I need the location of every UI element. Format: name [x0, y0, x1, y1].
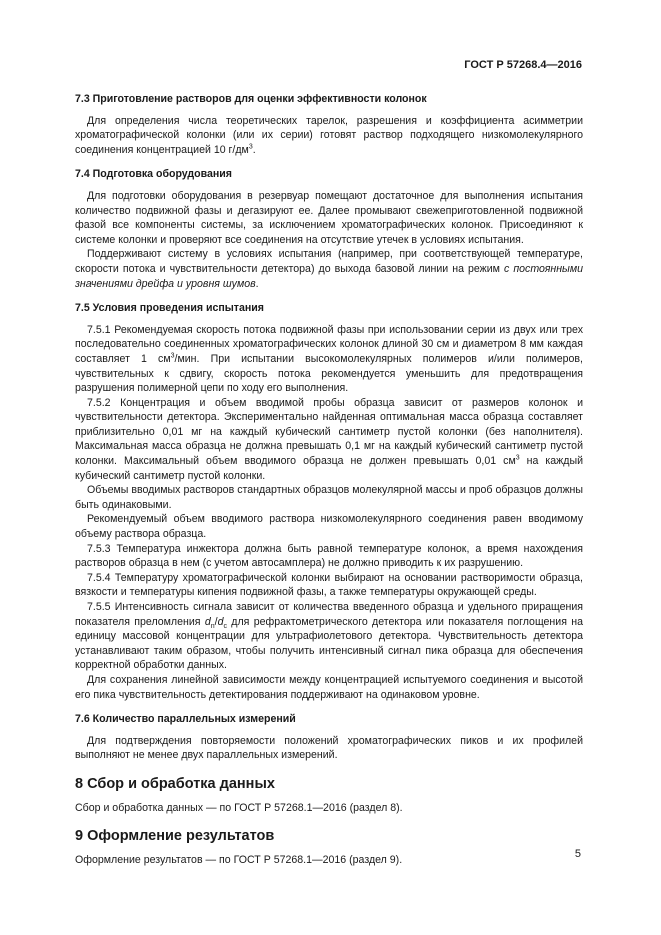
document-body — [75, 92, 583, 867]
page-number: 5 — [574, 848, 581, 860]
section-8 — [75, 777, 583, 815]
clause-7-5-5-linearity: Для сохранения линейной зависимости между концентрацией испытуемого соединения и высотой его пика чувствительность детектирования поддерживают на одинаковом уровне. — [75, 673, 583, 701]
section-7-5 — [75, 301, 583, 702]
section-7-4-paragraph-1: Для подготовки оборудования в резервуар помещают достаточное для выполнения испытания количество подвижной фазы и дегазируют ее. Далее промывают свежеприготовленной подвижной фазой все компоненты системы, за исключением хроматографических колонок. Присоединяют к системе колонки и проверяют все соединения на отсутствие утечек в условиях испытания. — [75, 189, 583, 246]
section-7-6-title: 7.6 Количество параллельных измерений — [75, 713, 296, 726]
section-7-3 — [75, 92, 583, 157]
section-7-4-title: 7.4 Подготовка оборудования — [75, 168, 232, 181]
clause-7-5-3: 7.5.3 Температура инжектора должна быть равной температуре колонок, а время нахождения растворов образца в нем (с учетом автосамплера) не должно приводить к их разрушению. — [75, 542, 583, 570]
clause-7-5-2-volumes: Объемы вводимых растворов стандартных образцов молекулярной массы и проб образцов должны быть одинаковыми. — [75, 484, 583, 511]
section-7-3-title: 7.3 Приготовление растворов для оценки эффективности колонок — [75, 93, 427, 105]
clause-7-5-5: 7.5.5 Интенсивность сигнала зависит от количества введенного образца и удельного приращения показателя преломления $d_n/d_c$ для рефрактометрического детектора или показателя поглощения на единицу массовой концентрации для ультрафиолетового детектора. Чувствительность детектора устанавливают таким образом, чтобы получить интенсивный сигнал пика образца для обеспечения корректной обработки данных. — [75, 601, 583, 672]
standard-header: ГОСТ Р 57268.4—2016 — [464, 59, 582, 71]
section-9-title: 9 Оформление результатов — [75, 828, 275, 845]
clause-7-5-4: 7.5.4 Температуру хроматографической колонки выбирают на основании растворимости образца, вязкости и температуры кипения подвижной фазы, а также температуры окружающей среды. — [75, 571, 583, 599]
section-7-6 — [75, 712, 583, 763]
clause-7-5-2: 7.5.2 Концентрация и объем вводимой пробы образца зависит от размеров колонок и чувствительности детектора. Экспериментально найденная оптимальная масса образца составляет приблизительно 0,01 мг на каждый кубический сантиметр пустой колонки (без наполнителя). Максимальная масса образца не должна превышать 0,1 мг на каждый кубический сантиметр пустой колонки. Максимальный объем вводимого образца не должен превышать 0,01 $см^3$ на каждый кубический сантиметр пустой колонки. — [75, 396, 583, 482]
section-9 — [75, 829, 583, 867]
section-7-4 — [75, 167, 583, 291]
clause-7-5-1: 7.5.1 Рекомендуемая скорость потока подвижной фазы при использовании серии из двух или трех последовательно соединенных хроматографических колонок длиной 30 см и диаметром 8 мм каждая составляет 1 $см^3$/мин. При испытании высокомолекулярных полимеров и/или полимеров, чувствительных к сдвигу, скорость потока рекомендуется уменьшить для предотвращения разрушения полимерной цепи по ходу его выполнения. — [75, 323, 583, 395]
section-9-paragraph: Оформление результатов — по ГОСТ Р 57268.1—2016 (раздел 9). — [75, 853, 403, 866]
section-8-title: 8 Сбор и обработка данных — [75, 775, 275, 792]
section-7-5-title: 7.5 Условия проведения испытания — [75, 302, 264, 315]
section-8-paragraph: Сбор и обработка данных — по ГОСТ Р 57268.1—2016 (раздел 8). — [75, 801, 403, 814]
section-7-4-paragraph-2: Поддерживают систему в условиях испытания (например, при соответствующей температуре, скорости потока и чувствительности детектора) до выхода базовой линии на режим с постоянными значениями дрейфа и уровня шумов. — [75, 248, 583, 290]
section-7-3-paragraph: Для определения числа теоретических тарелок, разрешения и коэффициента асимметрии хроматографической колонки (или их серии) готовят раствор подходящего низкомолекулярного соединения концентрацией 10 $г/дм^3$. — [75, 114, 583, 156]
clause-7-5-2-recommended-volume: Рекомендуемый объем вводимого раствора низкомолекулярного соединения равен вводимому объему раствора образца. — [75, 513, 583, 541]
section-7-6-paragraph: Для подтверждения повторяемости положений хроматографических пиков и их профилей выполняют не менее двух параллельных измерений. — [75, 734, 583, 762]
